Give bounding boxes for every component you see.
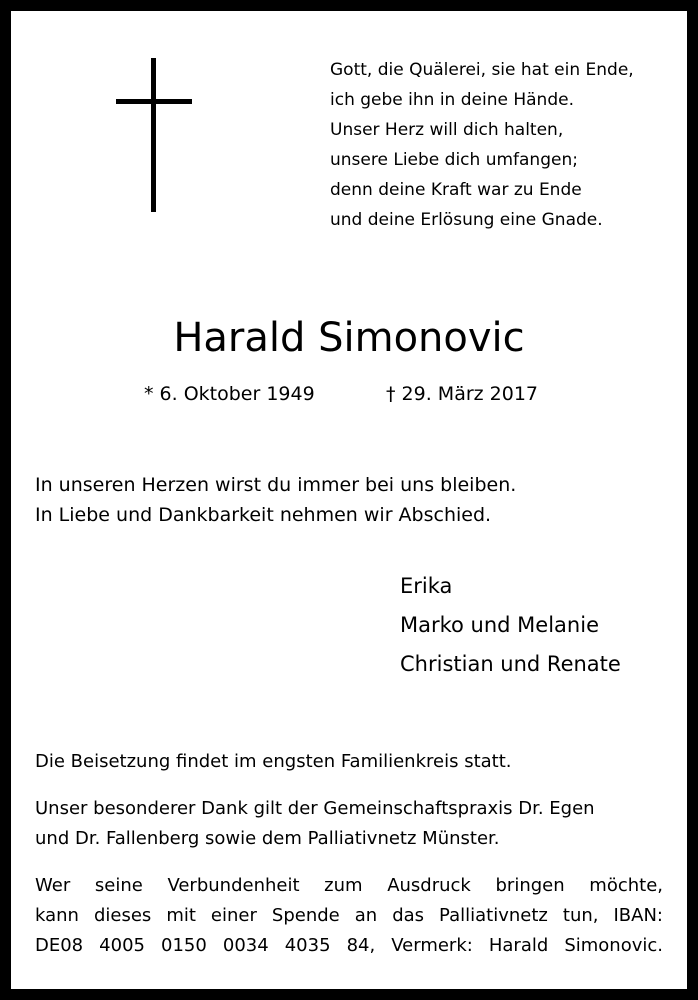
burial-line: Die Beisetzung findet im engsten Familienkreis statt.	[35, 751, 512, 772]
death-date: † 29. März 2017	[386, 383, 539, 405]
thanks-line: Unser besonderer Dank gilt der Gemeinschaftspraxis Dr. Egen	[35, 798, 595, 819]
poem-line: Unser Herz will dich halten,	[330, 120, 564, 140]
donation-line: Wer seine Verbundenheit zum Ausdruck bringen möchte,	[35, 875, 663, 896]
poem-line: denn deine Kraft war zu Ende	[330, 180, 582, 200]
birth-date: * 6. Oktober 1949	[144, 383, 315, 405]
donation-line: DE08 4005 0150 0034 4035 84, Vermerk: Harald Simonovic.	[35, 935, 663, 956]
mourner-name: Marko und Melanie	[400, 613, 599, 637]
mourner-name: Christian und Renate	[400, 652, 621, 676]
thanks-note	[35, 794, 663, 854]
motto-line: In unseren Herzen wirst du immer bei uns bleiben.	[35, 474, 517, 496]
motto-line: In Liebe und Dankbarkeit nehmen wir Abschied.	[35, 504, 492, 526]
poem-line: Gott, die Quälerei, sie hat ein Ende,	[330, 60, 634, 80]
thanks-line: und Dr. Fallenberg sowie dem Palliativnetz Münster.	[35, 828, 500, 849]
poem-line: unsere Liebe dich umfangen;	[330, 150, 578, 170]
donation-line: kann dieses mit einer Spende an das Palliativnetz tun, IBAN:	[35, 905, 663, 926]
poem-line: ich gebe ihn in deine Hände.	[330, 90, 574, 110]
burial-note	[35, 747, 663, 777]
donation-note	[35, 871, 663, 961]
motto	[35, 470, 516, 530]
mourner-name: Erika	[400, 574, 453, 598]
deceased-name: Harald Simonovic	[173, 315, 525, 361]
poem	[330, 55, 634, 235]
poem-line: und deine Erlösung eine Gnade.	[330, 210, 603, 230]
mourners-list	[400, 567, 621, 684]
